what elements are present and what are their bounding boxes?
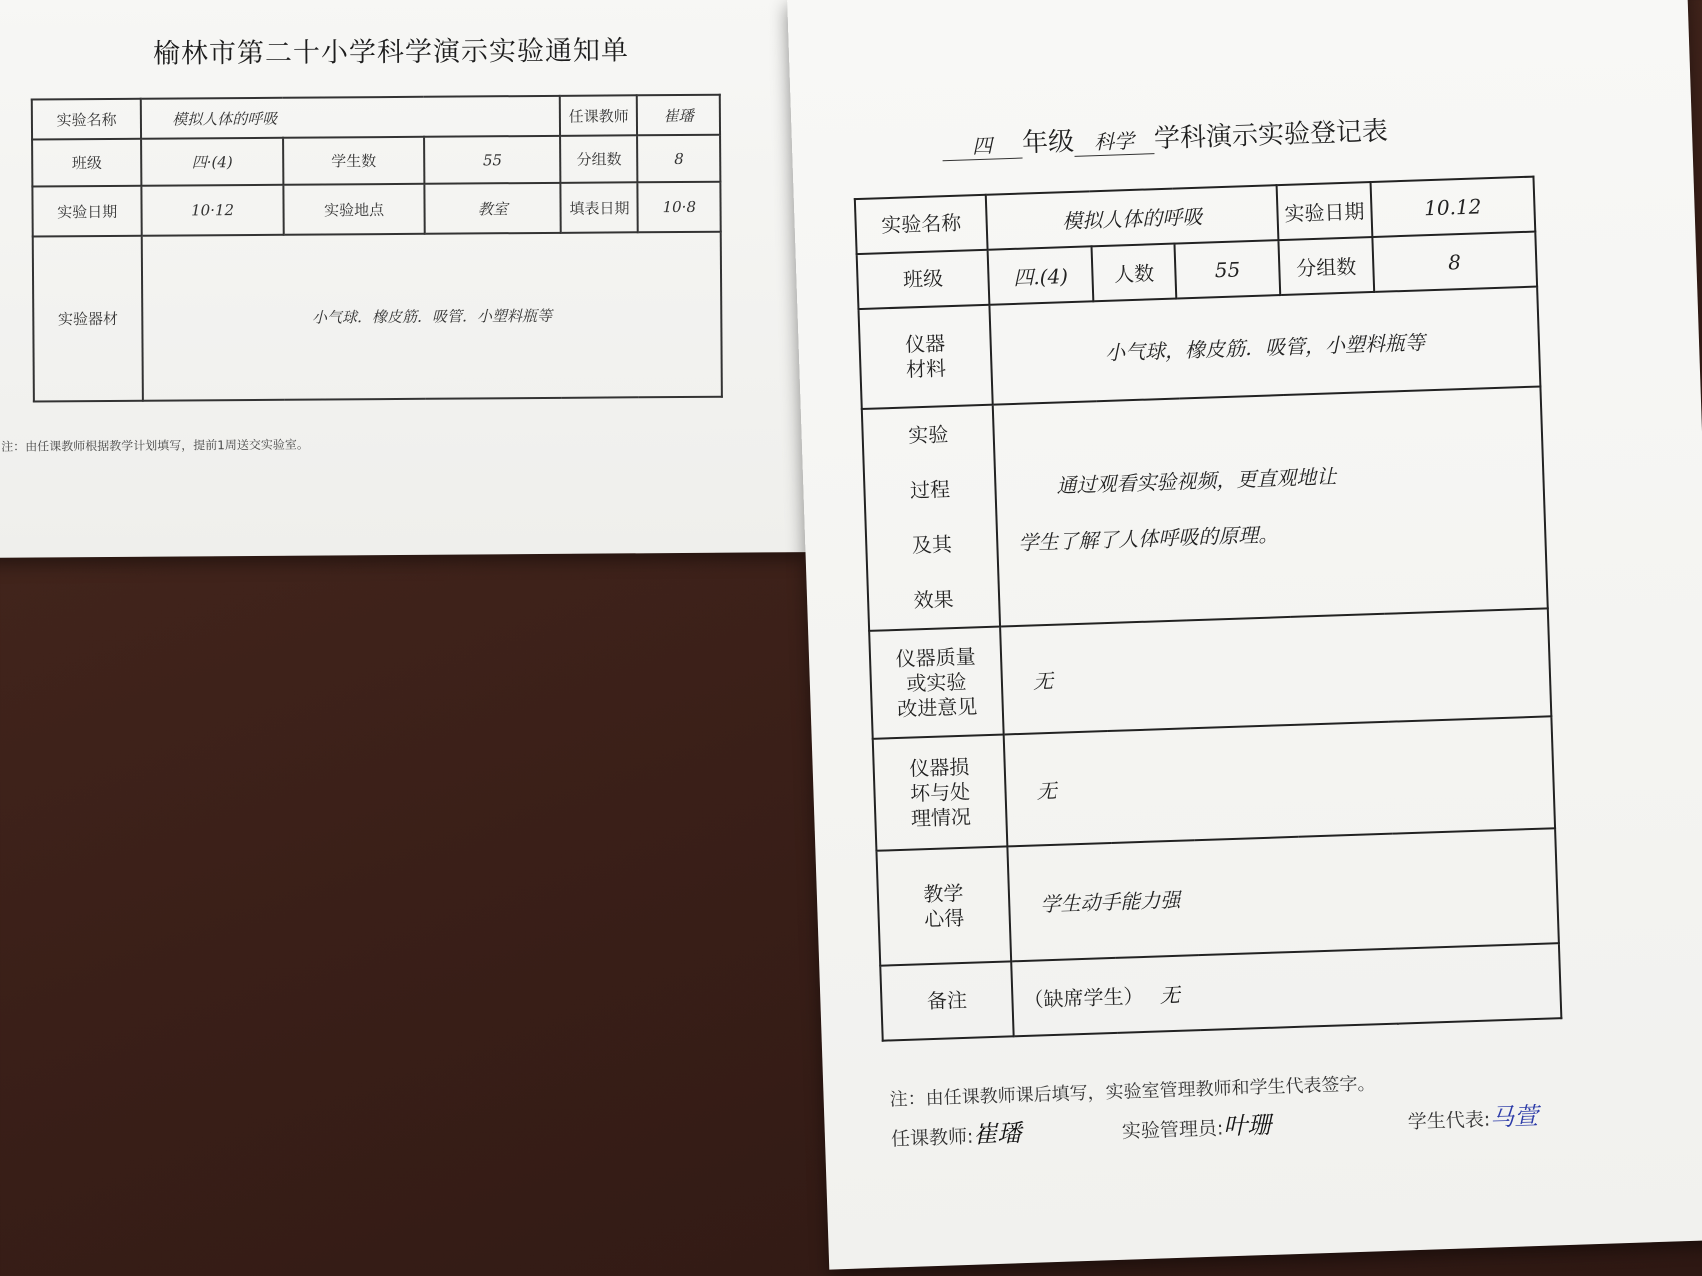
value-quality: 无 <box>1000 608 1551 734</box>
label-damage-line1: 仪器损 <box>908 754 970 781</box>
admin-signature: 叶珊 <box>1222 1110 1272 1141</box>
label-materials-line1: 仪器 <box>904 331 946 357</box>
teacher-signature-block <box>890 1110 1116 1152</box>
label-quality-line1: 仪器质量 <box>895 643 976 671</box>
value-damage: 无 <box>1004 716 1555 846</box>
label-damage-line2: 坏与处 <box>909 779 971 806</box>
experiment-register-sheet <box>787 0 1702 1270</box>
label-groups: 分组数 <box>1279 237 1374 295</box>
experiment-notice-sheet <box>0 0 807 558</box>
label-insight-line2: 心得 <box>923 905 965 931</box>
label-place: 实验地点 <box>283 184 425 235</box>
label-teacher: 任课教师 <box>560 95 637 136</box>
student-rep-signature-block <box>1407 1096 1538 1135</box>
label-absent: （缺席学生） <box>1023 984 1144 1012</box>
label-process-line3: 及其 <box>911 532 953 558</box>
label-people: 人数 <box>1092 244 1176 302</box>
notice-footnote: 注：由任课教师根据教学计划填写，提前1周送交实验室。 <box>1 437 309 454</box>
value-people: 55 <box>1174 240 1280 298</box>
register-title <box>941 110 1388 162</box>
title-grade-suffix: 年级 <box>1021 126 1075 159</box>
value-place: 教室 <box>425 183 561 234</box>
label-class: 班级 <box>32 139 142 187</box>
label-date: 实验日期 <box>32 186 142 237</box>
label-process-line1: 实验 <box>907 422 949 448</box>
label-insight-line1: 教学 <box>923 880 964 906</box>
label-remarks: 备注 <box>880 961 1013 1040</box>
label-students: 学生数 <box>283 137 425 185</box>
label-insight <box>876 846 1011 965</box>
value-experiment-name: 模拟人体的呼吸 <box>986 185 1279 250</box>
value-process-line1: 通过观看实验视频，更直观地让 <box>1056 464 1337 498</box>
value-class: 四·(4) <box>141 138 283 186</box>
teacher-signature: 崔璠 <box>972 1119 1022 1149</box>
value-materials: 小气球，橡皮筋．吸管，小塑料瓶等 <box>989 287 1540 405</box>
label-process-line2: 过程 <box>909 477 951 503</box>
label-class: 班级 <box>857 250 990 309</box>
value-process-line2: 学生了解了人体呼吸的原理。 <box>1017 522 1279 555</box>
label-process <box>862 405 1000 631</box>
admin-signature-block <box>1121 1101 1402 1145</box>
label-fill-date: 填表日期 <box>561 182 639 233</box>
label-quality-line3: 改进意见 <box>896 693 978 721</box>
title-grade: 四 <box>942 129 1023 162</box>
label-quality <box>869 627 1004 739</box>
value-insight: 学生动手能力强 <box>1007 828 1558 961</box>
label-experiment-name: 实验名称 <box>32 99 142 140</box>
value-fill-date: 10·8 <box>638 182 721 233</box>
value-materials: 小气球．橡皮筋．吸管．小塑料瓶等 <box>142 232 722 401</box>
label-damage-line3: 理情况 <box>910 804 972 831</box>
label-materials <box>858 305 992 409</box>
admin-signature-label: 实验管理员: <box>1121 1117 1224 1143</box>
value-groups: 8 <box>1372 232 1537 292</box>
title-suffix: 学科演示实验登记表 <box>1153 116 1389 155</box>
register-footnote: 注：由任课教师课后填写，实验室管理教师和学生代表签字。 <box>889 1073 1376 1111</box>
notice-table <box>31 94 723 403</box>
value-class: 四.(4) <box>988 246 1094 304</box>
teacher-signature-label: 任课教师: <box>890 1125 974 1151</box>
label-groups: 分组数 <box>560 135 637 183</box>
label-damage <box>873 734 1008 850</box>
label-quality-line2: 或实验 <box>906 669 967 696</box>
student-rep-signature-label: 学生代表: <box>1407 1108 1491 1134</box>
value-students: 55 <box>424 136 560 184</box>
value-date: 10.12 <box>1370 177 1535 237</box>
notice-title: 榆林市第二十小学科学演示实验通知单 <box>152 35 630 70</box>
label-materials: 实验器材 <box>33 236 143 402</box>
value-groups: 8 <box>638 135 721 183</box>
label-materials-line2: 材料 <box>905 356 947 382</box>
value-date: 10·12 <box>142 185 284 236</box>
value-process <box>993 387 1548 627</box>
value-teacher: 崔璠 <box>637 95 720 136</box>
label-experiment-name: 实验名称 <box>855 195 988 254</box>
value-experiment-name: 模拟人体的呼吸 <box>141 96 560 139</box>
student-rep-signature: 马萱 <box>1489 1101 1539 1132</box>
value-absent: 无 <box>1159 982 1181 1008</box>
title-subject: 科学 <box>1074 124 1155 157</box>
label-date: 实验日期 <box>1277 182 1372 240</box>
register-table <box>854 176 1563 1042</box>
label-process-line4: 效果 <box>913 587 955 613</box>
